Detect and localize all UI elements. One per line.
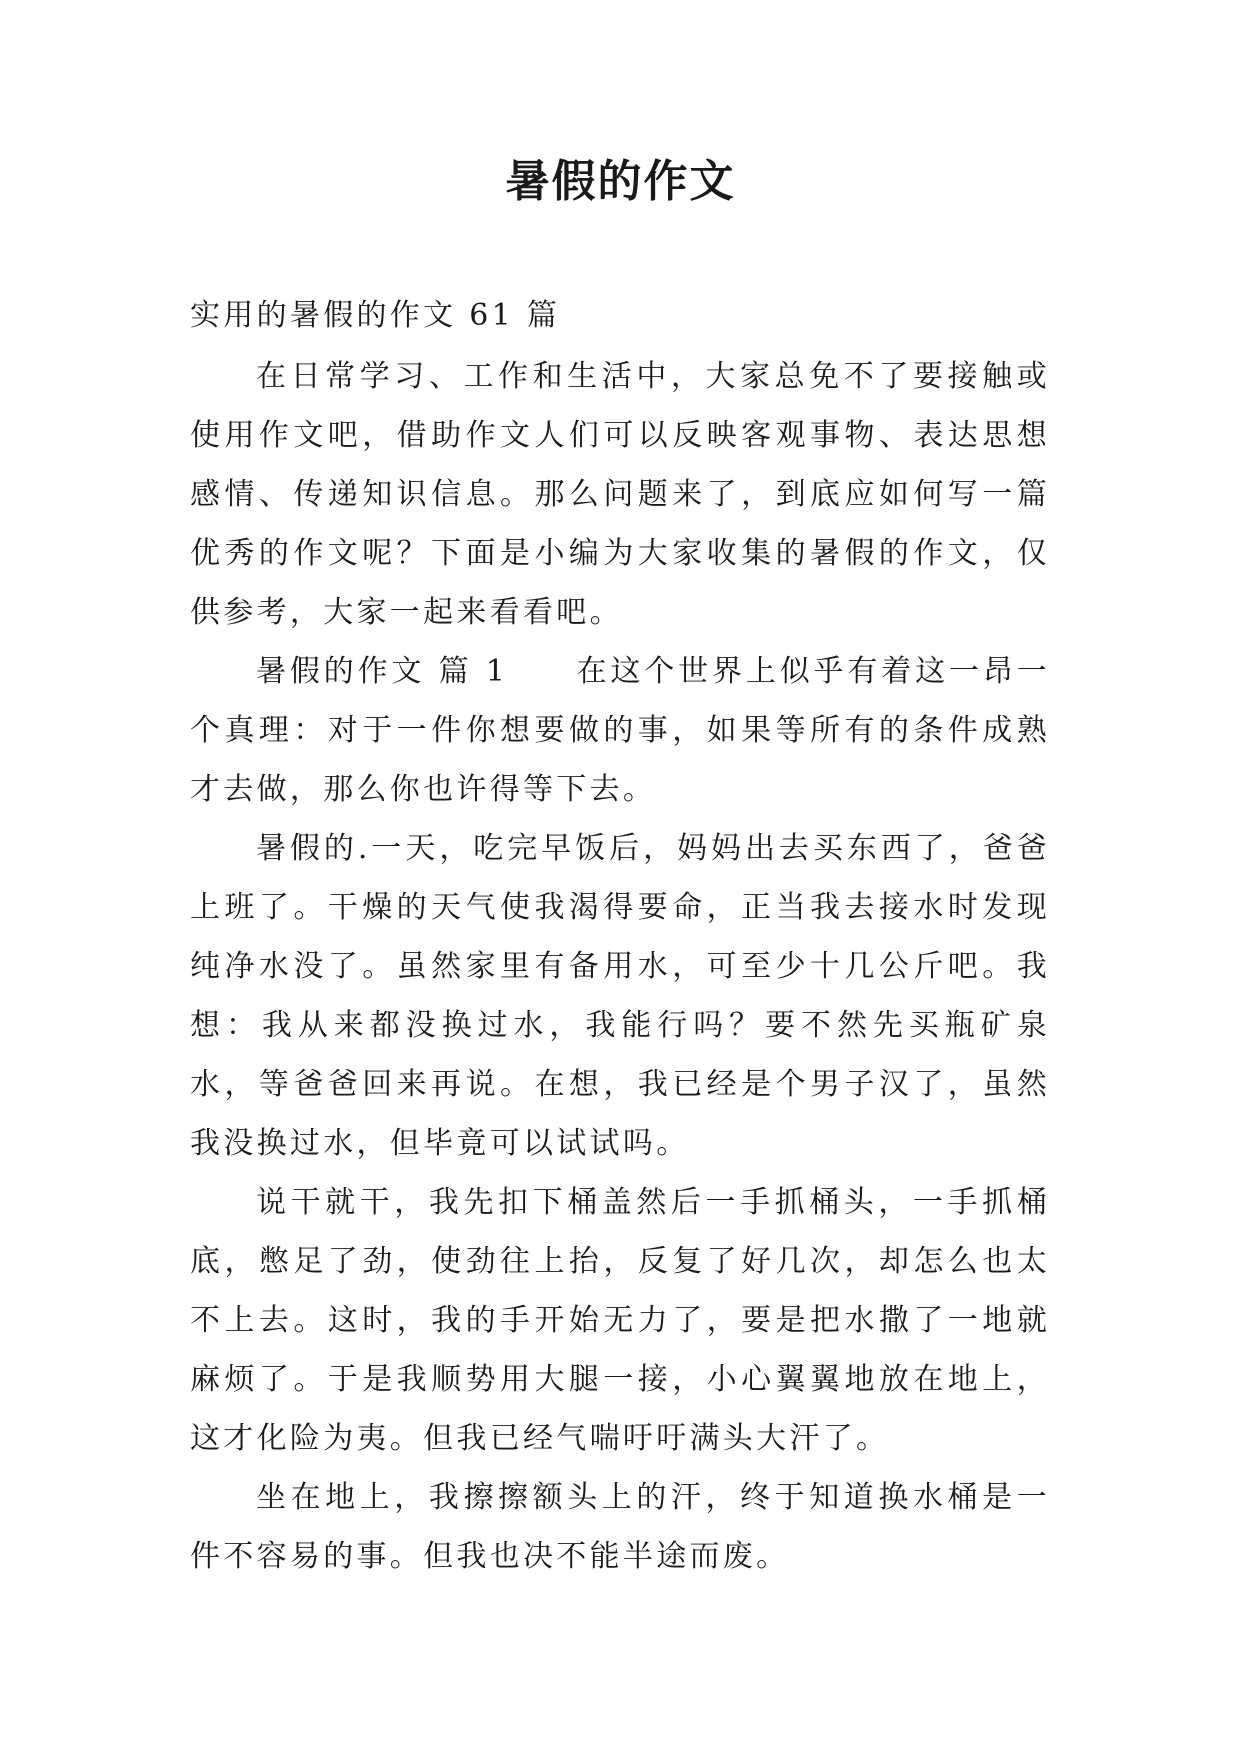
document-title: 暑假的作文 bbox=[505, 156, 736, 207]
paragraph-story-3: 坐在地上，我擦擦额头上的汗，终于知道换水桶是一件不容易的事。但我也决不能半途而废。 bbox=[190, 1480, 1050, 1574]
document-subtitle: 实用的暑假的作文 61 篇 bbox=[190, 298, 561, 333]
document-body bbox=[190, 286, 1050, 1586]
paragraph-story-2: 说干就干，我先扣下桶盖然后一手抓桶头，一手抓桶底，憋足了劲，使劲往上抬，反复了好几次，却怎么也太不上去。这时，我的手开始无力了，要是把水撒了一地就麻烦了。于是我顺势用大腿一接，小心翼翼地放在地上，这才化险为夷。但我已经气喘吁吁满头大汗了。 bbox=[190, 1185, 1050, 1456]
paragraph-section-1: 暑假的作文 篇 1 在这个世界上似乎有着这一昂一个真理：对于一件你想要做的事，如果等所有的条件成熟才去做，那么你也许得等下去。 bbox=[190, 654, 1050, 807]
paragraph-story-1: 暑假的.一天，吃完早饭后，妈妈出去买东西了，爸爸上班了。干燥的天气使我渴得要命，正当我去接水时发现纯净水没了。虽然家里有备用水，可至少十几公斤吧。我想：我从来都没换过水，我能行吗？要不然先买瓶矿泉水，等爸爸回来再说。在想，我已经是个男子汉了，虽然我没换过水，但毕竟可以试试吗。 bbox=[190, 831, 1050, 1161]
paragraph-intro: 在日常学习、工作和生活中，大家总免不了要接触或使用作文吧，借助作文人们可以反映客观事物、表达思想感情、传递知识信息。那么问题来了，到底应如何写一篇优秀的作文呢？下面是小编为大家收集的暑假的作文，仅供参考，大家一起来看看吧。 bbox=[190, 359, 1050, 630]
